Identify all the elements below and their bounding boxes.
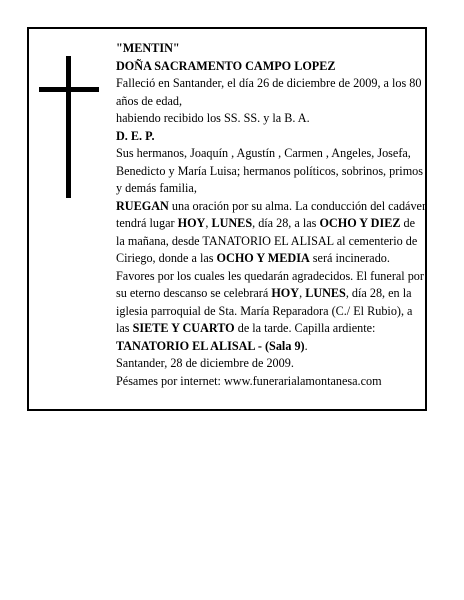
separator-1: , [205,216,212,230]
nickname: "MENTIN" [116,41,180,55]
dep-line: D. E. P. [116,128,155,143]
sacraments-line: habiendo recibido los SS. SS. y la B. A. [116,111,310,125]
monday-word-2: LUNES [305,286,346,300]
funeral-time: SIETE Y CUARTO [132,321,235,335]
cross-icon [39,56,99,198]
condolences-line: Pésames por internet: www.funerarialamontanesa.com [116,373,382,388]
notice-text [116,40,426,390]
ceremony-paragraph [116,198,426,356]
obituary-notice [27,27,427,411]
death-line: Falleció en Santander, el día 26 de diciembre de 2009, a los 80 años de edad, [116,76,422,108]
family-line: Sus hermanos, Joaquín , Agustín , Carmen , Angeles, Josefa, Benedicto y María Luisa; hermanos políticos, sobrinos, primos y demás familia, [116,146,424,195]
ceremony-text-5: , día 28, en la iglesia parroquial de Sta. María Reparadora (C./ El Rubio), a las [116,286,413,335]
ceremony-text-7: . [304,338,308,353]
ceremony-text-6: de la tarde. Capilla ardiente: [234,321,376,335]
deceased-name: DOÑA SACRAMENTO CAMPO LOPEZ [116,58,336,73]
monday-word-1: LUNES [211,216,253,230]
ruegan-word: RUEGAN [116,198,169,213]
separator-2: , [299,286,306,300]
departure-time: OCHO Y DIEZ [319,216,401,230]
date-line: Santander, 28 de diciembre de 2009. [116,356,294,370]
cross-vertical-bar [66,56,71,198]
ceremony-text-3: de la mañana, desde TANATORIO EL ALISAL al cementerio de Ciriego, donde a las [116,216,418,265]
today-word-1: HOY [177,216,206,230]
ceremony-text-4: será incinerado. Favores por los cuales les quedarán agradecidos. El funeral por su eterno descanso se celebrará [116,251,424,300]
today-word-2: HOY [271,286,300,300]
ceremony-text-1: una oración por su alma. La conducción del cadáver tendrá lugar [116,198,427,230]
cross-horizontal-bar [39,87,99,92]
incineration-time: OCHO Y MEDIA [216,251,310,265]
ceremony-text-2: , día 28, a las [252,216,320,230]
chapel-location: TANATORIO EL ALISAL - (Sala 9) [116,338,305,353]
